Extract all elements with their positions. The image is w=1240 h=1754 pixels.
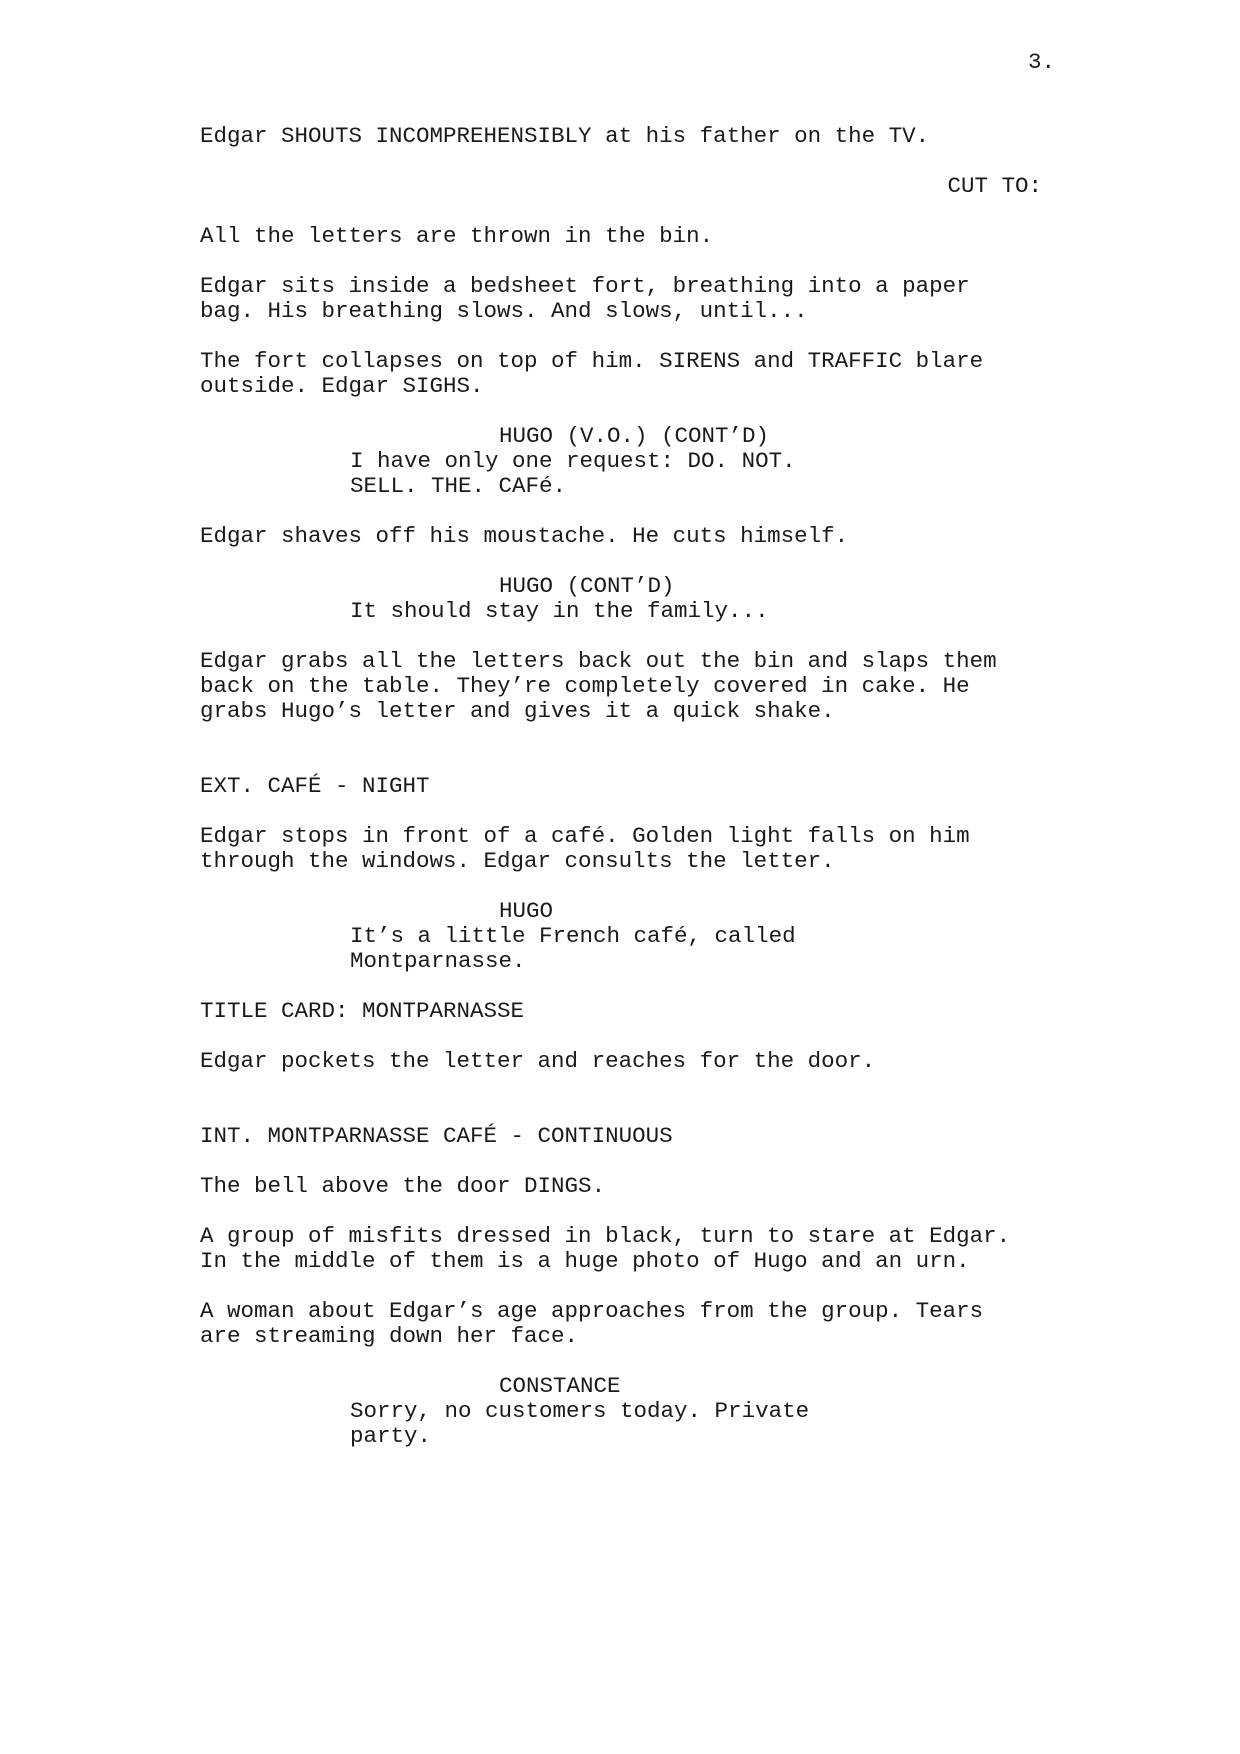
dialogue: It’s a little French café, called Montparnasse.	[350, 923, 796, 974]
action-line: A woman about Edgar’s age approaches from the group. Tears are streaming down her face.	[200, 1298, 984, 1349]
action-line: The fort collapses on top of him. SIRENS and TRAFFIC blare outside. Edgar SIGHS.	[200, 348, 984, 399]
character-name: HUGO (V.O.) (CONT’D)	[499, 423, 770, 449]
dialogue: I have only one request: DO. NOT. SELL. THE. CAFé.	[350, 448, 796, 499]
action-line: All the letters are thrown in the bin.	[200, 223, 714, 249]
scene-heading: INT. MONTPARNASSE CAFÉ - CONTINUOUS	[200, 1123, 673, 1149]
character-name: HUGO (CONT’D)	[499, 573, 675, 599]
action-line: Edgar pockets the letter and reaches for the door.	[200, 1048, 876, 1074]
dialogue: It should stay in the family...	[350, 598, 769, 624]
action-line: The bell above the door DINGS.	[200, 1173, 606, 1199]
character-name: CONSTANCE	[499, 1373, 621, 1399]
action-line: Edgar stops in front of a café. Golden light falls on him through the windows. Edgar consults the letter.	[200, 823, 970, 874]
dialogue: Sorry, no customers today. Private party.	[350, 1398, 810, 1449]
action-line: TITLE CARD: MONTPARNASSE	[200, 998, 525, 1024]
action-line: Edgar grabs all the letters back out the bin and slaps them back on the table. They’re completely covered in cake. He grabs Hugo’s letter and gives it a quick shake.	[200, 648, 997, 724]
character-name: HUGO	[499, 898, 554, 924]
action-line: Edgar sits inside a bedsheet fort, breathing into a paper bag. His breathing slows. And slows, until...	[200, 273, 970, 324]
page-number: 3.	[1028, 49, 1056, 75]
action-line: A group of misfits dressed in black, turn to stare at Edgar. In the middle of them is a huge photo of Hugo and an urn.	[200, 1223, 1011, 1274]
action-line: Edgar SHOUTS INCOMPREHENSIBLY at his father on the TV.	[200, 123, 930, 149]
transition: CUT TO:	[947, 173, 1042, 199]
action-line: Edgar shaves off his moustache. He cuts himself.	[200, 523, 849, 549]
scene-heading: EXT. CAFÉ - NIGHT	[200, 773, 430, 799]
